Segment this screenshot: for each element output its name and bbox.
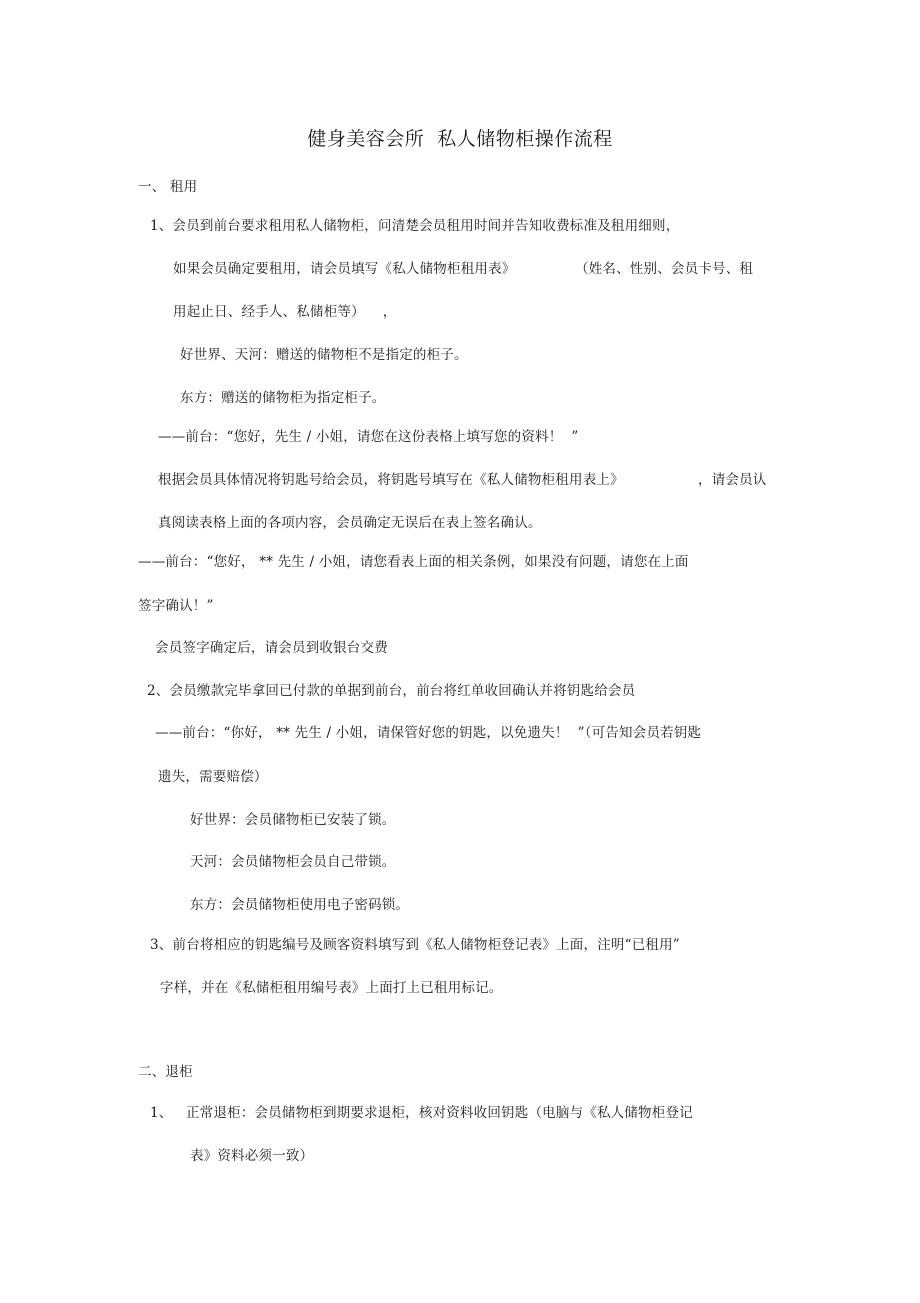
lock-note-tianhe: 天河：会员储物柜会员自己带锁。 <box>190 854 396 870</box>
front-desk-quote-1: ——前台：“您好，先生 / 小姐，请您在这份表格上填写您的资料！ ” <box>158 429 579 445</box>
front-desk-quote-3-line2: 遗失，需要赔偿） <box>158 769 268 785</box>
rent-note-haoshijie-tianhe: 好世界、天河：赠送的储物柜不是指定的柜子。 <box>180 347 468 363</box>
page-title: 健身美容会所 私人储物柜操作流程 <box>307 128 613 150</box>
rent-step2: 2、会员缴款完毕拿回已付款的单据到前台，前台将红单收回确认并将钥匙给会员 <box>147 683 636 699</box>
rent-step1-line2b: （姓名、性别、会员卡号、租 <box>575 261 754 277</box>
lock-note-dongfang: 东方：会员储物柜使用电子密码锁。 <box>190 897 410 913</box>
lock-note-haoshijie: 好世界：会员储物柜已安装了锁。 <box>190 812 396 828</box>
front-desk-quote-2-line2: 签字确认！” <box>138 598 214 614</box>
rent-step3-line2: 字样，并在《私储柜租用编号表》上面打上已租用标记。 <box>160 980 503 996</box>
key-assign-line1a: 根据会员具体情况将钥匙号给会员，将钥匙号填写在《私人储物柜租用表上》 <box>158 472 624 488</box>
return-step1-line1: 1、 正常退柜：会员储物柜到期要求退柜，核对资料收回钥匙（电脑与《私人储物柜登记 <box>150 1105 693 1121</box>
front-desk-quote-2-line1: ——前台：“您好， ** 先生 / 小姐，请您看表上面的相关条例，如果没有问题，请您在上面 <box>138 554 689 570</box>
rent-step1-line2a: 如果会员确定要租用，请会员填写《私人储物柜租用表》 <box>173 261 516 277</box>
return-step1-line2: 表》资料必须一致） <box>190 1148 314 1164</box>
section-heading-return: 二、退柜 <box>138 1064 193 1080</box>
key-assign-line2: 真阅读表格上面的各项内容，会员确定无误后在表上签名确认。 <box>158 515 542 531</box>
rent-step1-line3: 用起止日、经手人、私储柜等） ， <box>173 304 397 320</box>
rent-pay-instruction: 会员签字确定后，请会员到收银台交费 <box>155 640 388 656</box>
rent-note-dongfang: 东方：赠送的储物柜为指定柜子。 <box>180 390 386 406</box>
section-heading-rent: 一、 租用 <box>138 179 198 195</box>
front-desk-quote-3-line1: ——前台：“你好， ** 先生 / 小姐，请保管好您的钥匙，以免遗失！ ”（可告知会员若钥匙 <box>155 725 702 741</box>
key-assign-line1b: ，请会员认 <box>698 472 767 488</box>
rent-step3-line1: 3、前台将相应的钥匙编号及顾客资料填写到《私人储物柜登记表》上面，注明“已租用” <box>150 937 680 953</box>
rent-step1-line1: 1、会员到前台要求租用私人储物柜，问清楚会员租用时间并告知收费标准及租用细则， <box>150 218 680 234</box>
